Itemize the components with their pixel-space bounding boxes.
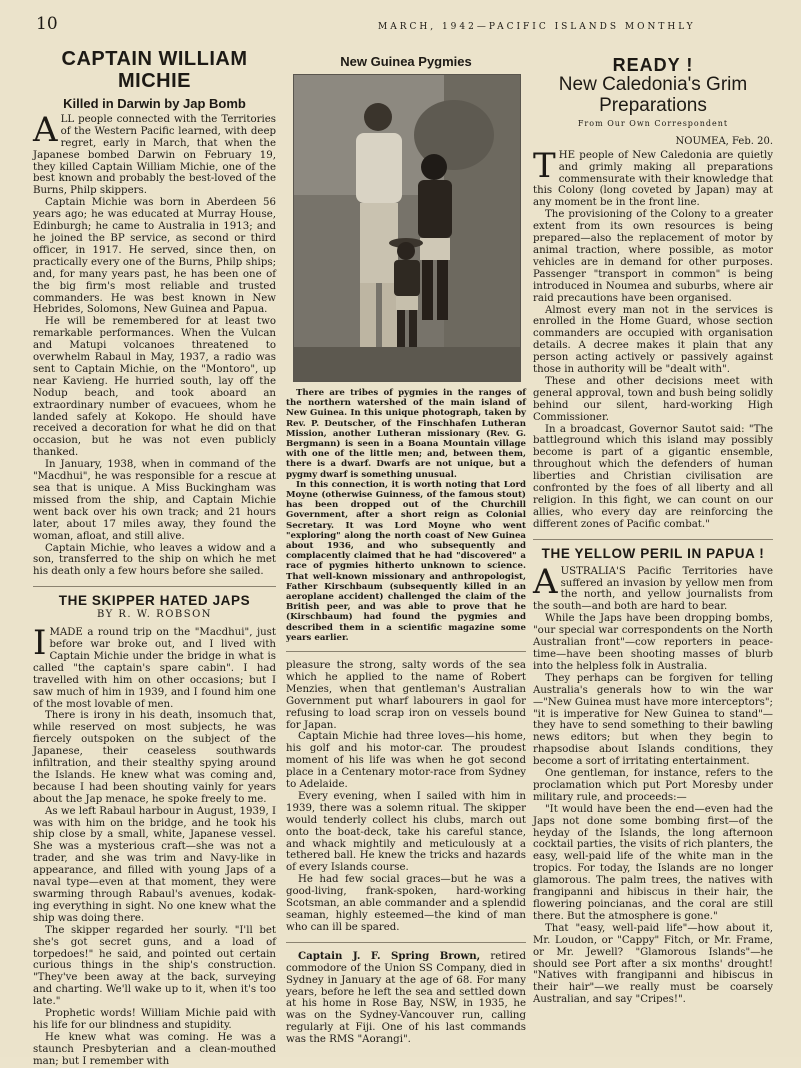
skipper-paragraph: He knew what was coming. He was a staunch Presbyterian and a clean-mouthed man; but I remember with [33, 1031, 276, 1067]
skipper-continued: pleasure the strong, salty words of the sea which he applied to the name of Robert Menzies, when that gentleman's Australian Government put wharf labourers in gaol for refusing to load scrap iron on vessels bound for Japan. [286, 659, 526, 731]
michie-paragraph: Captain Michie was born in Aberdeen 56 years ago; he was educated at Murray House, Edinburgh; he came to Australia in 1913; and he joined the BP service, as second or third officer, in 1917. He served, since then, on practically every one of the Burns, Philp ships; and, for many years past, he has been one of the big firm's most reliable and trusted commanders. He was best known in New Hebrides, Solomons, New Guinea and Papua. [33, 197, 276, 316]
yellow-title: THE YELLOW PERIL IN PAPUA ! [541, 545, 765, 561]
ready-paragraph: The provisioning of the Colony to a greater extent from its own resources is being prepared—also the replacement of motor by animal traction, where possible, as motor vehicles are in demand for other purposes. Passenger "transport in common" is being introduced in Noumea and suburbs, where air raid precautions have been organised. [533, 209, 773, 304]
michie-paragraph: Captain Michie, who leaves a widow and a son, transferred to the ship on which he met his death only a few hours before she sailed. [33, 542, 276, 578]
caption-paragraph: There are tribes of pygmies in the ranges of the northern watershed of the main island of New Guinea. In this unique photograph, taken by Rev. P. Deutscher, of the Finschhafen Lutheran Mission, another Lutheran missionary (Rev. G. Bergmann) is seen in a Boana Mountain village with one of the little men; and, between them, there is a dwarf. Dwarfs are not unique, but a pygmy dwarf is something unusual. [286, 387, 526, 480]
drop-cap: I [33, 623, 47, 664]
photo-illustration [294, 75, 520, 381]
michie-paragraph: In January, 1938, when in command of the "Macdhui", he was responsible for a rescue at sea that is unique. A Miss Buckingham was missed from the ship, and Captain Michie went back over his own track; and 21 hours later, about 17 miles away, they found the woman, afloat, and still alive. [33, 459, 276, 542]
drop-cap: T [533, 145, 556, 186]
michie-subtitle: Killed in Darwin by Jap Bomb [63, 96, 246, 111]
ready-from: From Our Own Correspondent [577, 118, 729, 128]
yellow-paragraph: One gentleman, for instance, refers to the proclamation which put Port Moresby under military rule, and proceeds:— [533, 768, 773, 803]
skipper-paragraph: IMADE a round trip on the "Macdhui", just before war broke out, and I lived with Captain Michie under the bridge in what is called "the captain's spare cabin". I had travelled with him on other occasions; but I saw much of him in 1939, and I found him one of the most lovable of men. [33, 623, 276, 710]
ready-title: READY ! [612, 55, 694, 75]
ready-paragraph: THE people of New Caledonia are quietly and grimly making all preparations commensurate with their knowledge that this Colony (long coveted by Japan) may at any moment be in the front line. [533, 145, 773, 209]
ready-dateline: NOUMEA, Feb. 20. [675, 135, 773, 147]
section-divider [33, 586, 276, 587]
section-divider [533, 539, 773, 540]
skipper-paragraph: There is irony in his death, insomuch that, while reserved on most subjects, he was fiercely outspoken on the subject of the Japanese, their ceaseless southwards infiltration, and their stealthy spying around the Islands. He knew what was coming and, because I had been shouting vainly for years about the Jap menace, he spoke freely to me. [33, 710, 276, 805]
skipper-paragraph: Prophetic words! William Michie paid with his life for our blindness and stupidity. [33, 1008, 276, 1031]
skipper-continued: Captain Michie had three loves—his home, his golf and his motor-car. The proudest moment of his life was when he got second place in a Centenary motor-race from Sydney to Adelaide. [286, 731, 526, 791]
skipper-title: THE SKIPPER HATED JAPS [58, 593, 251, 609]
page-number: 10 [36, 14, 58, 34]
skipper-continued: Every evening, when I sailed with him in 1939, there was a solemn ritual. The skipper would tenderly collect his clubs, march out onto the boat-deck, take his careful stance, and whack mightily and meticulously at a tethered ball. He knew the tricks and hazards of every Islands course. [286, 790, 526, 874]
pygmies-photograph [293, 74, 521, 382]
column-left [33, 48, 276, 1067]
yellow-paragraph: While the Japs have been dropping bombs, "our special war correspondents on the North Australian front"—cow reporters in peace-time—have been shooting masses of blurb into the helpless folk in Australia. [533, 613, 773, 672]
caption-paragraph: In this connection, it is worth noting that Lord Moyne (otherwise Guinness, of the famous stout) has been dropped out of the Churchill Government, after a short reign as Colonial Secretary. It was Lord Moyne who went "exploring" along the north coast of New Guinea about 1936, and who subsequently and complacently claimed that he had "discovered" a race of pygmies hitherto unknown to science. That well-known missionary and anthropologist, Father Kirschbaum (subsequently killed in an aeroplane accident) challenged the claim of the British peer, and was able to prove that he (Kirschbaum) had found the pygmies and described them in a scientific magazine some years earlier. [286, 479, 526, 643]
drop-cap: A [533, 561, 558, 602]
michie-paragraph: ALL people connected with the Territories of the Western Pacific learned, with deep regret, early in March, that when the Japanese bombed Darwin on February 19, they killed Captain William Michie, one of the best known and probably the best-loved of the Burns, Philp skippers. [33, 109, 276, 197]
section-divider [286, 651, 526, 652]
yellow-paragraph: AUSTRALIA'S Pacific Territories have suffered an invasion by yellow men from the north, and yellow journalists from the south—and both are hard to bear. [533, 561, 773, 613]
ready-subtitle: New Caledonia's Grim Preparations [558, 73, 748, 116]
spring-brown-name: Captain J. F. Spring Brown, [298, 949, 481, 962]
yellow-paragraph: They perhaps can be forgiven for telling Australia's generals how to win the war—"New Guinea must have more interceptors"; "it is imperative for New Guinea to stand"—they have to send something to their bawling news editors; but when they begin to rhapsodise about Islands conditions, they become a sort of irritating entertainment. [533, 672, 773, 768]
pygmies-caption [286, 388, 526, 643]
michie-title: CAPTAIN WILLIAM MICHIE [61, 48, 248, 92]
michie-paragraph: He will be remembered for at least two remarkable performances. When the Vulcan and Matupi volcanoes threatened to overwhelm Rabaul in May, 1937, a radio was sent to Captain Michie, on the "Montoro", up near Kavieng. He hurried south, lay off the Nodup beach, and took aboard an extraordinary number of evacuees, whom he landed safely at Kokopo. He should have received a decoration for what he did on that occasion, but he was not even publicly thanked. [33, 316, 276, 459]
skipper-paragraph: As we left Rabaul harbour in August, 1939, I was with him on the bridge, and he took his ship close by a small, white, Japanese vessel. She was a mysterious craft—she was not a trader, and she was trim and Navy-like in appearance, and filled with young Japs of a naval type—even at that moment, they were swarming through Rabaul's avenues, kodak-ing everything in sight. No one knew what the ship was doing there. [33, 805, 276, 924]
skipper-continued: He had few social graces—but he was a good-living, frank-spoken, hard-working Scotsman, an able commander and a splendid seaman, highly esteemed—the kind of man who can ill be spared. [286, 874, 526, 933]
skipper-byline: BY R. W. ROBSON [96, 609, 213, 621]
running-head: MARCH, 1942—PACIFIC ISLANDS MONTHLY [378, 22, 696, 32]
pygmies-title: New Guinea Pygmies [340, 54, 472, 69]
ready-paragraph: In a broadcast, Governor Sautot said: "The battleground which this island may possibly become is part of a gigantic ensemble, throughout which the defenders of human liberties and Christian civilisation are confronted by the foes of all liberty and all religion. In this fight, we can count on our allies, who every day are reinforcing the different zones of Pacific combat." [533, 423, 773, 530]
column-right [533, 55, 773, 1050]
drop-cap: A [33, 109, 58, 150]
skipper-paragraph: The skipper regarded her sourly. "I'll bet she's got secret guns, and a load of torpedoes!" he said, and pointed out certain curious things in the ship's construction. "They've been away at the back, surveying and charting. We'll wake up to it, when it's too late." [33, 924, 276, 1008]
section-divider [286, 942, 526, 943]
spring-brown-paragraph: Captain J. F. Spring Brown, retired commodore of the Union SS Company, died in Sydney in January at the age of 68. For many years, before he left the sea and settled down at his home in Rose Bay, NSW, in 1935, he was on the Sydney-Vancouver run, calling regularly at Fiji. One of his last commands was the RMS "Aorangi". [286, 949, 526, 1046]
ready-paragraph: These and other decisions meet with general approval, town and bush being solidly behind our silent, hard-working High Commissioner. [533, 375, 773, 423]
ready-paragraph: Almost every man not in the services is enrolled in the Home Guard, whose section commanders are occupied with organisation details. A decree makes it plain that any person acting actively or passively against those in authority will be "dealt with". [533, 304, 773, 376]
column-middle [286, 56, 526, 1051]
yellow-paragraph: That "easy, well-paid life"—how about it, Mr. Loudon, or "Cappy" Fitch, or Mr. Frame, or Mr. Jewell? "Glamorous Islands"—he should see Port after a six months' drought! "Natives with frangipanni and hibiscus in their hair"—we really must be coarsely Australian, and say "Cripes!". [533, 922, 773, 1006]
yellow-paragraph: "It would have been the end—even had the Japs not done some bombing first—of the heyday of the Islands, the long afternoon cocktail parties, the visits of rich planters, the easy, well-paid life of the white man in the tropics. For today, the Islands are no longer glamorous. The palm trees, the natives with frangipanni and hibiscus in their hair, the flowering poincianas, and the coral are still there. But the atmosphere is gone." [533, 803, 773, 922]
